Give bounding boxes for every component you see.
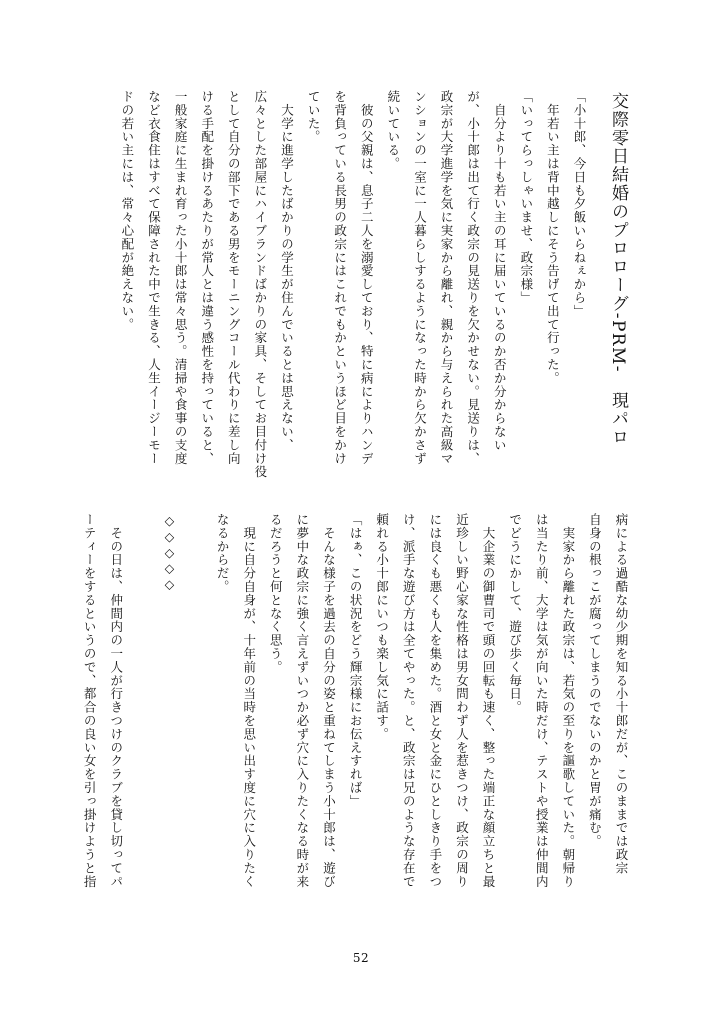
text-line: には良くも悪くも人を集めた。酒と女と金にひとしきり手をつ — [427, 513, 443, 889]
text-line: 「いってらっしゃいませ、政宗様」 — [518, 90, 534, 305]
text-line: 続いている。 — [385, 90, 401, 171]
text-line: ける手配を掛けるあたりが常人とは違う感性を持っていると、 — [199, 90, 215, 466]
text-line: るだろうと何となく思う。 — [268, 513, 284, 674]
text-line: 大学に進学したばかりの学生が住んでいるとは思えない、 — [279, 90, 295, 452]
text-line: 現に自分自身が、十年前の当時を思い出す度に穴に入りたく — [241, 513, 257, 889]
text-line: なるからだ。 — [215, 513, 231, 594]
text-line: 自分より十も若い主の耳に届いているのか否か分からない — [492, 90, 508, 452]
text-line — [129, 513, 156, 939]
text-line: 彼の父親は、息子二人を溺愛しており、特に病によりハンデ — [359, 90, 375, 466]
text-line: として自分の部下である男をモーニングコール代わりに差し向 — [226, 90, 242, 466]
text-line: 「はぁ、この状況をどう輝宗様にお伝えすれば」 — [348, 513, 364, 808]
text-line: ーティーをするというので、都合の良い女を引っ掛けようと指 — [82, 513, 98, 889]
text-line: が、小十郎は出て行く政宗の見送りを欠かせない。見送りは、 — [465, 90, 481, 466]
text-line: 病による過酷な幼少期を知る小十郎だが、このままでは政宗 — [614, 513, 629, 875]
text-line: 一般家庭に生まれ育った小十郎は常々思う。清掃や食事の支度 — [173, 90, 189, 466]
text-line: 近珍しい野心家な性格は男女問わず人を惹きつけ、政宗の周り — [454, 513, 470, 889]
text-line — [182, 513, 209, 939]
text-line: け、派手な遊び方は全てやった。と、政宗は兄のような存在で — [401, 513, 417, 889]
lower-text-block — [69, 513, 634, 939]
text-line: ンションの一室に一人暮らしするようになった時から欠かさず — [412, 90, 428, 466]
text-line: 年若い主は背中越しにそう告げて出て行った。 — [545, 90, 561, 385]
chapter-title: 交際零日結婚のプロローグ-PRM- 現パロ — [608, 92, 628, 447]
text-line: その日は、仲間内の一人が行きつけのクラブを貸し切ってパ — [108, 513, 124, 889]
text-line: など衣食住はすべて保障された中で生きる、人生イージーモー — [146, 90, 162, 466]
text-line: 自身の根っこが腐ってしまうのでないのかと胃が痛む。 — [587, 513, 603, 848]
text-line: ていた。 — [306, 90, 322, 144]
text-line: そんな様子を過去の自分の姿と重ねてしまう小十郎は、遊び — [321, 513, 337, 889]
page-number: 52 — [352, 951, 370, 965]
text-line: でどうにかして、遊び歩く毎日。 — [507, 513, 523, 714]
text-line: 頼れる小十郎にいつも楽し気に話す。 — [374, 513, 390, 741]
text-line: 広々とした部屋にハイブランドばかりの家具、そしてお目付け役 — [252, 90, 268, 479]
text-line: 大企業の御曹司で頭の回転も速く、整った端正な顔立ちと最 — [481, 513, 497, 889]
text-line: 「小十郎、今日も夕飯いらねぇから」 — [572, 90, 587, 318]
text-line: 政宗が大学進学を気に実家から離れ、親から与えられた高級マ — [439, 90, 455, 466]
text-line: は当たり前、大学は気が向いた時だけ、テストや授業は仲間内 — [534, 513, 550, 889]
text-line: 実家から離れた政宗は、若気の至りを謳歌していた。朝帰り — [560, 513, 576, 889]
text-line: ドの若い主には、常々心配が絶えない。 — [119, 90, 135, 332]
upper-text-block — [92, 90, 592, 494]
scene-break: ◇◇◇◇◇ — [161, 513, 177, 593]
text-line: に夢中な政宗に強く言えずいつか必ず穴に入りたくなる時が来 — [294, 513, 310, 889]
text-line: を背負っている長男の政宗にはこれでもかというほど目をかけ — [332, 90, 348, 466]
